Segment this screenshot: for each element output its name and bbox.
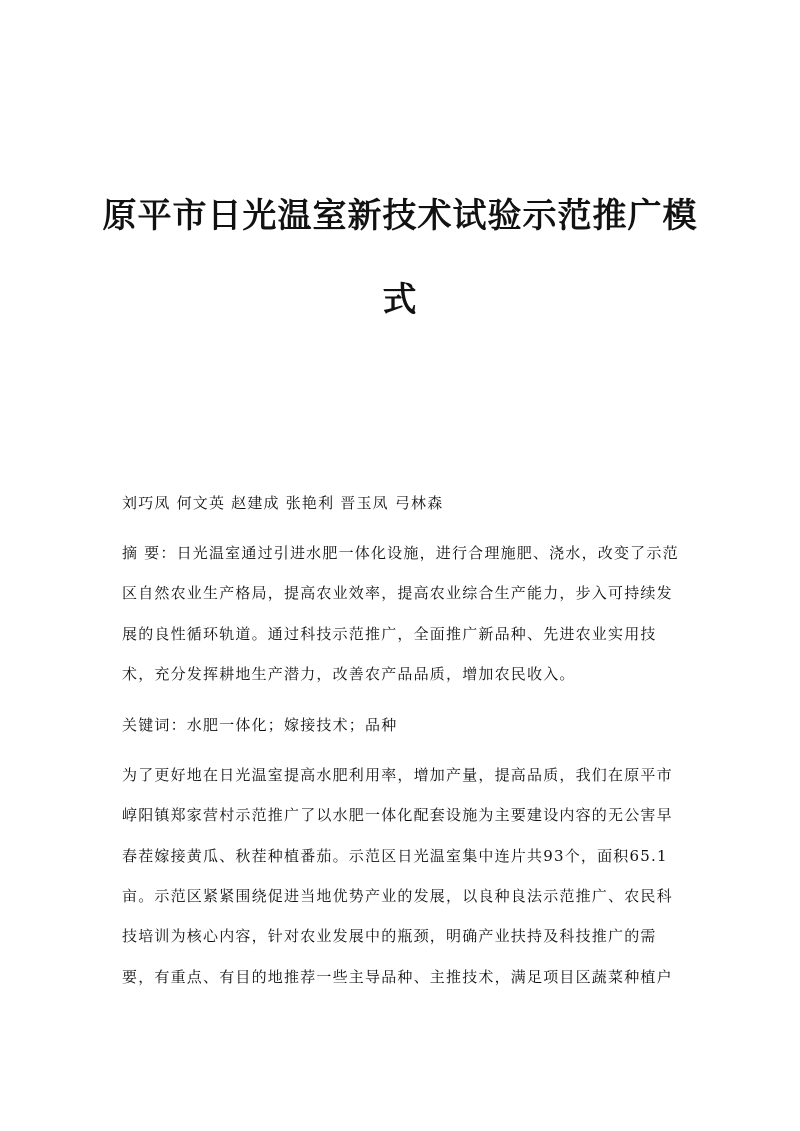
body-line-1: 为了更好地在日光温室提高水肥利用率，增加产量，提高品质，我们在原平市 bbox=[122, 766, 673, 784]
abstract-line-4: 术，充分发挥耕地生产潜力，改善农产品品质，增加农民收入。 bbox=[122, 665, 576, 683]
body-line-6: 要，有重点、有目的地推荐一些主导品种、主推技术，满足项目区蔬菜种植户 bbox=[122, 968, 673, 986]
body-line-3: 春茬嫁接黄瓜、秋茬种植番茄。示范区日光温室集中连片共93个，面积65.1 bbox=[122, 847, 668, 865]
abstract-line-3: 展的良性循环轨道。通过科技示范推广，全面推广新品种、先进农业实用技 bbox=[122, 625, 657, 643]
paper-title-line-1: 原平市日光温室新技术试验示范推广模 bbox=[102, 196, 698, 236]
body-line-2: 崞阳镇郑家营村示范推广了以水肥一体化配套设施为主要建设内容的无公害早 bbox=[122, 806, 673, 824]
abstract-line-2: 区自然农业生产格局，提高农业效率，提高农业综合生产能力，步入可持续发 bbox=[122, 584, 673, 602]
keywords-line: 关键词：水肥一体化；嫁接技术；品种 bbox=[122, 716, 398, 734]
body-line-5: 技培训为核心内容，针对农业发展中的瓶颈，明确产业扶持及科技推广的需 bbox=[122, 927, 657, 945]
paper-title-line-2: 式 bbox=[382, 280, 418, 320]
abstract-line-1: 摘 要：日光温室通过引进水肥一体化设施，进行合理施肥、浇水，改变了示范 bbox=[122, 544, 679, 562]
authors-line: 刘巧凤 何文英 赵建成 张艳利 晋玉凤 弓林森 bbox=[122, 494, 444, 512]
body-line-4: 亩。示范区紧紧围绕促进当地优势产业的发展，以良种良法示范推广、农民科 bbox=[122, 887, 673, 905]
